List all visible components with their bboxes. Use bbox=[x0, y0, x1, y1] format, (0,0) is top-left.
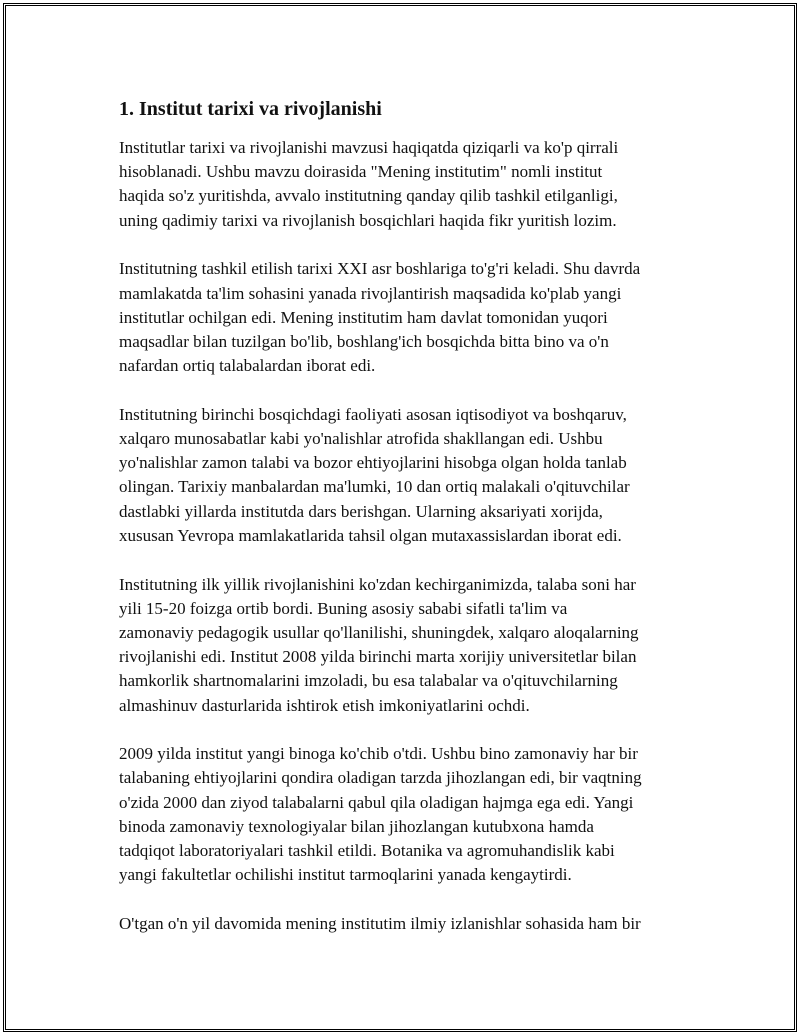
page-border bbox=[3, 3, 797, 1032]
paragraph-line: yangi fakultetlar ochilishi institut tarmoqlarini yanada kengaytirdi. bbox=[119, 865, 572, 885]
paragraph-line: talabaning ehtiyojlarini qondira oladigan tarzda jihozlangan edi, bir vaqtning bbox=[119, 768, 642, 788]
paragraph-6 bbox=[119, 912, 699, 936]
paragraph-line: olingan. Tarixiy manbalardan ma'lumki, 10 dan ortiq malakali o'qituvchilar bbox=[119, 477, 630, 497]
paragraph-line: O'tgan o'n yil davomida mening institutim ilmiy izlanishlar sohasida ham bir bbox=[119, 913, 641, 933]
paragraph-line: hisoblanadi. Ushbu mavzu doirasida "Mening institutim" nomli institut bbox=[119, 162, 603, 182]
paragraph-line: maqsadlar bilan tuzilgan bo'lib, boshlang'ich bosqichda bitta bino va o'n bbox=[119, 331, 609, 351]
paragraph-5 bbox=[119, 742, 699, 887]
paragraph-line: hamkorlik shartnomalarini imzoladi, bu esa talabalar va o'qituvchilarning bbox=[119, 671, 618, 691]
paragraph-line: rivojlanishi edi. Institut 2008 yilda birinchi marta xorijiy universitetlar bilan bbox=[119, 647, 637, 667]
paragraph-line: mamlakatda ta'lim sohasini yanada rivojlantirish maqsadida ko'plab yangi bbox=[119, 283, 622, 303]
paragraph-line: 2009 yilda institut yangi binoga ko'chib o'tdi. Ushbu bino zamonaviy har bir bbox=[119, 744, 638, 764]
paragraph-2 bbox=[119, 257, 699, 378]
paragraph-line: yili 15-20 foizga ortib bordi. Buning asosiy sababi sifatli ta'lim va bbox=[119, 598, 568, 618]
paragraph-line: Institutlar tarixi va rivojlanishi mavzusi haqiqatda qiziqarli va ko'p qirrali bbox=[119, 138, 619, 157]
paragraph-line: almashinuv dasturlarida ishtirok etish imkoniyatlarini ochdi. bbox=[119, 695, 530, 715]
paragraph-line: tadqiqot laboratoriyalari tashkil etildi. Botanika va agromuhandislik kabi bbox=[119, 841, 615, 861]
paragraph-line: Institutning ilk yillik rivojlanishini ko'zdan kechirganimizda, talaba soni har bbox=[119, 574, 636, 594]
paragraph-line: zamonaviy pedagogik usullar qo'llanilishi, shuningdek, xalqaro aloqalarning bbox=[119, 622, 639, 642]
paragraph-line: yo'nalishlar zamon talabi va bozor ehtiyojlarini hisobga olgan holda tanlab bbox=[119, 453, 627, 473]
document-body bbox=[119, 96, 699, 961]
section-heading: 1. Institut tarixi va rivojlanishi bbox=[119, 98, 382, 120]
paragraph-4 bbox=[119, 573, 699, 718]
paragraph-3 bbox=[119, 403, 699, 548]
paragraph-line: binoda zamonaviy texnologiyalar bilan jihozlangan kutubxona hamda bbox=[119, 816, 594, 836]
paragraph-line: xalqaro munosabatlar kabi yo'nalishlar atrofida shakllangan edi. Ushbu bbox=[119, 429, 603, 449]
paragraph-line: uning qadimiy tarixi va rivojlanish bosqichlari haqida fikr yuritish lozim. bbox=[119, 210, 617, 230]
paragraph-line: dastlabki yillarda institutda dars berishgan. Ularning aksariyati xorijda, bbox=[119, 501, 603, 521]
paragraph-line: Institutning birinchi bosqichdagi faoliyati asosan iqtisodiyot va boshqaruv, bbox=[119, 404, 627, 424]
paragraph-line: o'zida 2000 dan ziyod talabalarni qabul qila oladigan hajmga ega edi. Yangi bbox=[119, 792, 634, 812]
paragraph-line: nafardan ortiq talabalardan iborat edi. bbox=[119, 356, 376, 376]
paragraph-1 bbox=[119, 136, 699, 233]
paragraph-line: institutlar ochilgan edi. Mening institutim ham davlat tomonidan yuqori bbox=[119, 307, 608, 327]
paragraph-line: xususan Yevropa mamlakatlarida tahsil olgan mutaxassislardan iborat edi. bbox=[119, 525, 622, 545]
paragraph-line: Institutning tashkil etilish tarixi XXI asr boshlariga to'g'ri keladi. Shu davrda bbox=[119, 259, 641, 279]
paragraph-line: haqida so'z yuritishda, avvalo institutning qanday qilib tashkil etilganligi, bbox=[119, 186, 618, 206]
